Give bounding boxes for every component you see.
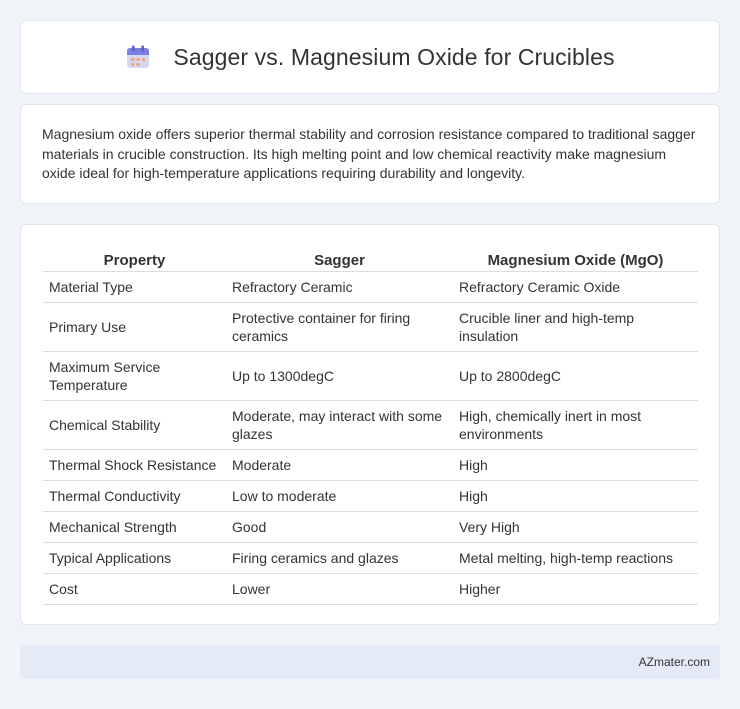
table-cell: Lower [226,573,453,604]
title-wrap [125,44,614,71]
table-cell: Cost [43,573,226,604]
table-cell: Protective container for firing ceramics [226,302,453,351]
intro-card [20,104,720,204]
title-card [20,20,720,94]
column-header: Property [43,247,226,271]
table-cell: Low to moderate [226,480,453,511]
table-cell: Typical Applications [43,542,226,573]
footer-bar [20,645,720,679]
table-cell: High, chemically inert in most environments [453,400,698,449]
table-row [43,271,698,302]
table-row [43,449,698,480]
table-cell: High [453,480,698,511]
table-row [43,542,698,573]
table-cell: Crucible liner and high-temp insulation [453,302,698,351]
intro-paragraph: Magnesium oxide offers superior thermal stability and corrosion resistance compared to traditional sagger materials in crucible construction. Its high melting point and low chemical reactivity make magnesium oxide ideal for high-temperature applications requiring durability and longevity. [42,126,696,181]
column-header: Magnesium Oxide (MgO) [453,247,698,271]
table-cell: Refractory Ceramic Oxide [453,271,698,302]
table-header-row [43,247,698,271]
table-cell: Thermal Conductivity [43,480,226,511]
calendar-icon [125,44,151,70]
table-cell: Good [226,511,453,542]
table-row [43,511,698,542]
table-cell: Moderate, may interact with some glazes [226,400,453,449]
table-row [43,302,698,351]
table-cell: Up to 2800degC [453,351,698,400]
column-header: Sagger [226,247,453,271]
footer-site-label: AZmater.com [638,655,710,669]
table-row [43,351,698,400]
table-cell: Material Type [43,271,226,302]
table-cell: Refractory Ceramic [226,271,453,302]
table-row [43,400,698,449]
comparison-table [43,247,698,605]
table-cell: Moderate [226,449,453,480]
table-cell: Higher [453,573,698,604]
table-cell: Metal melting, high-temp reactions [453,542,698,573]
page-title: Sagger vs. Magnesium Oxide for Crucibles [173,43,615,70]
table-cell: Up to 1300degC [226,351,453,400]
table-row [43,480,698,511]
table-cell: Firing ceramics and glazes [226,542,453,573]
table-cell: Thermal Shock Resistance [43,449,226,480]
table-cell: Chemical Stability [43,400,226,449]
table-card [20,224,720,625]
table-cell: High [453,449,698,480]
table-cell: Mechanical Strength [43,511,226,542]
table-row [43,573,698,604]
table-cell: Maximum Service Temperature [43,351,226,400]
table-cell: Very High [453,511,698,542]
table-cell: Primary Use [43,302,226,351]
